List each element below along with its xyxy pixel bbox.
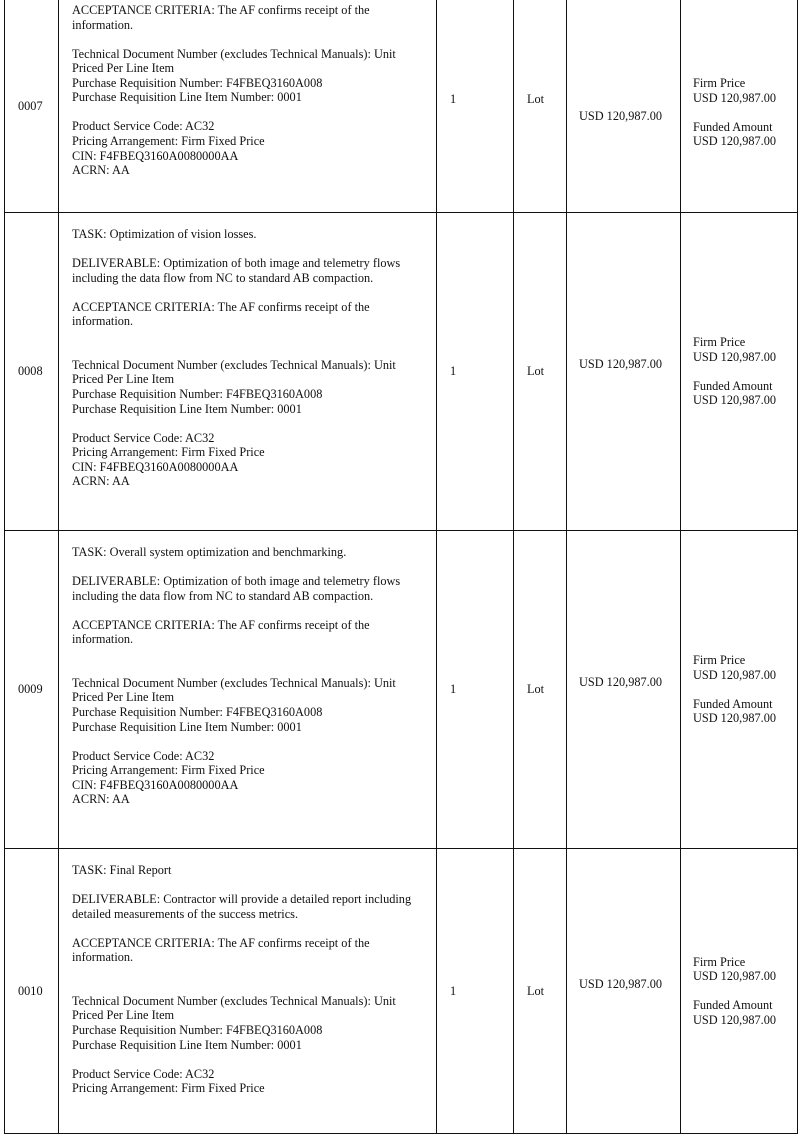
firm-price bbox=[693, 335, 797, 364]
firm-price-value: USD 120,987.00 bbox=[693, 969, 777, 984]
unit-price bbox=[567, 213, 681, 531]
tech-doc-block bbox=[72, 994, 422, 1052]
firm-price-label: Firm Price bbox=[693, 76, 746, 91]
firm-price-value: USD 120,987.00 bbox=[693, 667, 777, 682]
acceptance-criteria: ACCEPTANCE CRITERIA: The AF confirms receipt of the information. bbox=[72, 299, 370, 329]
acrn: ACRN: AA bbox=[72, 792, 130, 807]
clin-description bbox=[59, 0, 437, 213]
unit-price-value: USD 120,987.00 bbox=[579, 976, 663, 991]
amount bbox=[681, 0, 798, 213]
unit-value: Lot bbox=[527, 91, 545, 106]
clin-number: 0009 bbox=[5, 531, 59, 849]
tech-doc-number: Technical Document Number (excludes Technical Manuals): Unit Priced Per Line Item bbox=[72, 993, 396, 1023]
funding-block bbox=[72, 1067, 422, 1096]
quantity-value: 1 bbox=[450, 682, 457, 697]
unit-price-value: USD 120,987.00 bbox=[579, 109, 663, 124]
firm-price bbox=[693, 653, 797, 682]
product-service-code: Product Service Code: AC32 bbox=[72, 430, 215, 445]
tech-doc-block bbox=[72, 47, 422, 105]
funded-amount-label: Funded Amount bbox=[693, 998, 773, 1013]
table-row bbox=[5, 531, 798, 849]
clin-description bbox=[59, 213, 437, 531]
firm-price-value: USD 120,987.00 bbox=[693, 90, 777, 105]
unit-price bbox=[567, 0, 681, 213]
funded-amount bbox=[693, 120, 797, 149]
product-service-code: Product Service Code: AC32 bbox=[72, 748, 215, 763]
funded-amount-value: USD 120,987.00 bbox=[693, 134, 777, 149]
acrn: ACRN: AA bbox=[72, 163, 130, 178]
tech-doc-block bbox=[72, 676, 422, 734]
tech-doc-number: Technical Document Number (excludes Technical Manuals): Unit Priced Per Line Item bbox=[72, 357, 396, 387]
pr-line-number: Purchase Requisition Line Item Number: 0001 bbox=[72, 401, 302, 416]
quantity bbox=[437, 849, 514, 1134]
unit-price bbox=[567, 849, 681, 1134]
funded-amount-value: USD 120,987.00 bbox=[693, 393, 777, 408]
firm-price bbox=[693, 76, 797, 105]
quantity-value: 1 bbox=[450, 91, 457, 106]
funded-amount bbox=[693, 998, 797, 1027]
funded-amount-value: USD 120,987.00 bbox=[693, 1012, 777, 1027]
funding-block bbox=[72, 119, 422, 177]
unit-price-value: USD 120,987.00 bbox=[579, 357, 663, 372]
unit-value: Lot bbox=[527, 983, 545, 998]
cin: CIN: F4FBEQ3160A0080000AA bbox=[72, 777, 239, 792]
acceptance-criteria: ACCEPTANCE CRITERIA: The AF confirms receipt of the information. bbox=[72, 935, 370, 965]
table-row bbox=[5, 213, 798, 531]
cin: CIN: F4FBEQ3160A0080000AA bbox=[72, 148, 239, 163]
tech-doc-number: Technical Document Number (excludes Technical Manuals): Unit Priced Per Line Item bbox=[72, 675, 396, 705]
table-row bbox=[5, 849, 798, 1134]
acrn: ACRN: AA bbox=[72, 474, 130, 489]
quantity-value: 1 bbox=[450, 983, 457, 998]
unit bbox=[514, 213, 567, 531]
deliverable: DELIVERABLE: Contractor will provide a detailed report including detailed measurements of the success metrics. bbox=[72, 891, 412, 921]
unit-price-value: USD 120,987.00 bbox=[579, 675, 663, 690]
unit bbox=[514, 531, 567, 849]
unit-value: Lot bbox=[527, 364, 545, 379]
deliverable: DELIVERABLE: Optimization of both image and telemetry flows including the data flow from NC to standard AB compaction. bbox=[72, 255, 401, 285]
amount bbox=[681, 849, 798, 1134]
task: TASK: Final Report bbox=[72, 863, 172, 877]
funded-amount-label: Funded Amount bbox=[693, 378, 773, 393]
tech-doc-number: Technical Document Number (excludes Technical Manuals): Unit Priced Per Line Item bbox=[72, 46, 396, 76]
task: TASK: Overall system optimization and benchmarking. bbox=[72, 545, 347, 559]
unit-value: Lot bbox=[527, 682, 545, 697]
unit bbox=[514, 0, 567, 213]
funding-block bbox=[72, 749, 422, 807]
pr-number: Purchase Requisition Number: F4FBEQ3160A008 bbox=[72, 75, 323, 90]
clin-description bbox=[59, 849, 437, 1134]
product-service-code: Product Service Code: AC32 bbox=[72, 119, 215, 134]
quantity bbox=[437, 213, 514, 531]
pricing-arrangement: Pricing Arrangement: Firm Fixed Price bbox=[72, 1081, 265, 1096]
firm-price-value: USD 120,987.00 bbox=[693, 349, 777, 364]
pr-line-number: Purchase Requisition Line Item Number: 0001 bbox=[72, 1037, 302, 1052]
funding-block bbox=[72, 431, 422, 489]
pricing-arrangement: Pricing Arrangement: Firm Fixed Price bbox=[72, 763, 265, 778]
product-service-code: Product Service Code: AC32 bbox=[72, 1066, 215, 1081]
quantity bbox=[437, 531, 514, 849]
table-row bbox=[5, 0, 798, 213]
acceptance-criteria: ACCEPTANCE CRITERIA: The AF confirms receipt of the information. bbox=[72, 617, 370, 647]
clin-table bbox=[4, 0, 798, 1134]
pr-line-number: Purchase Requisition Line Item Number: 0001 bbox=[72, 719, 302, 734]
quantity-value: 1 bbox=[450, 364, 457, 379]
cin: CIN: F4FBEQ3160A0080000AA bbox=[72, 459, 239, 474]
amount bbox=[681, 531, 798, 849]
pr-number: Purchase Requisition Number: F4FBEQ3160A008 bbox=[72, 1022, 323, 1037]
acceptance-criteria: ACCEPTANCE CRITERIA: The AF confirms receipt of the information. bbox=[72, 3, 370, 32]
funded-amount-value: USD 120,987.00 bbox=[693, 711, 777, 726]
quantity bbox=[437, 0, 514, 213]
funded-amount bbox=[693, 379, 797, 408]
pr-line-number: Purchase Requisition Line Item Number: 0001 bbox=[72, 90, 302, 105]
unit-price bbox=[567, 531, 681, 849]
pricing-arrangement: Pricing Arrangement: Firm Fixed Price bbox=[72, 133, 265, 148]
firm-price bbox=[693, 955, 797, 984]
clin-number: 0008 bbox=[5, 213, 59, 531]
deliverable: DELIVERABLE: Optimization of both image and telemetry flows including the data flow from NC to standard AB compaction. bbox=[72, 573, 401, 603]
clin-description bbox=[59, 531, 437, 849]
clin-number: 0007 bbox=[5, 0, 59, 213]
firm-price-label: Firm Price bbox=[693, 335, 746, 350]
pricing-arrangement: Pricing Arrangement: Firm Fixed Price bbox=[72, 445, 265, 460]
pr-number: Purchase Requisition Number: F4FBEQ3160A008 bbox=[72, 704, 323, 719]
tech-doc-block bbox=[72, 358, 422, 416]
pr-number: Purchase Requisition Number: F4FBEQ3160A008 bbox=[72, 386, 323, 401]
task: TASK: Optimization of vision losses. bbox=[72, 227, 257, 241]
clin-number: 0010 bbox=[5, 849, 59, 1134]
amount bbox=[681, 213, 798, 531]
unit bbox=[514, 849, 567, 1134]
firm-price-label: Firm Price bbox=[693, 653, 746, 668]
funded-amount-label: Funded Amount bbox=[693, 119, 773, 134]
funded-amount-label: Funded Amount bbox=[693, 696, 773, 711]
firm-price-label: Firm Price bbox=[693, 954, 746, 969]
funded-amount bbox=[693, 697, 797, 726]
